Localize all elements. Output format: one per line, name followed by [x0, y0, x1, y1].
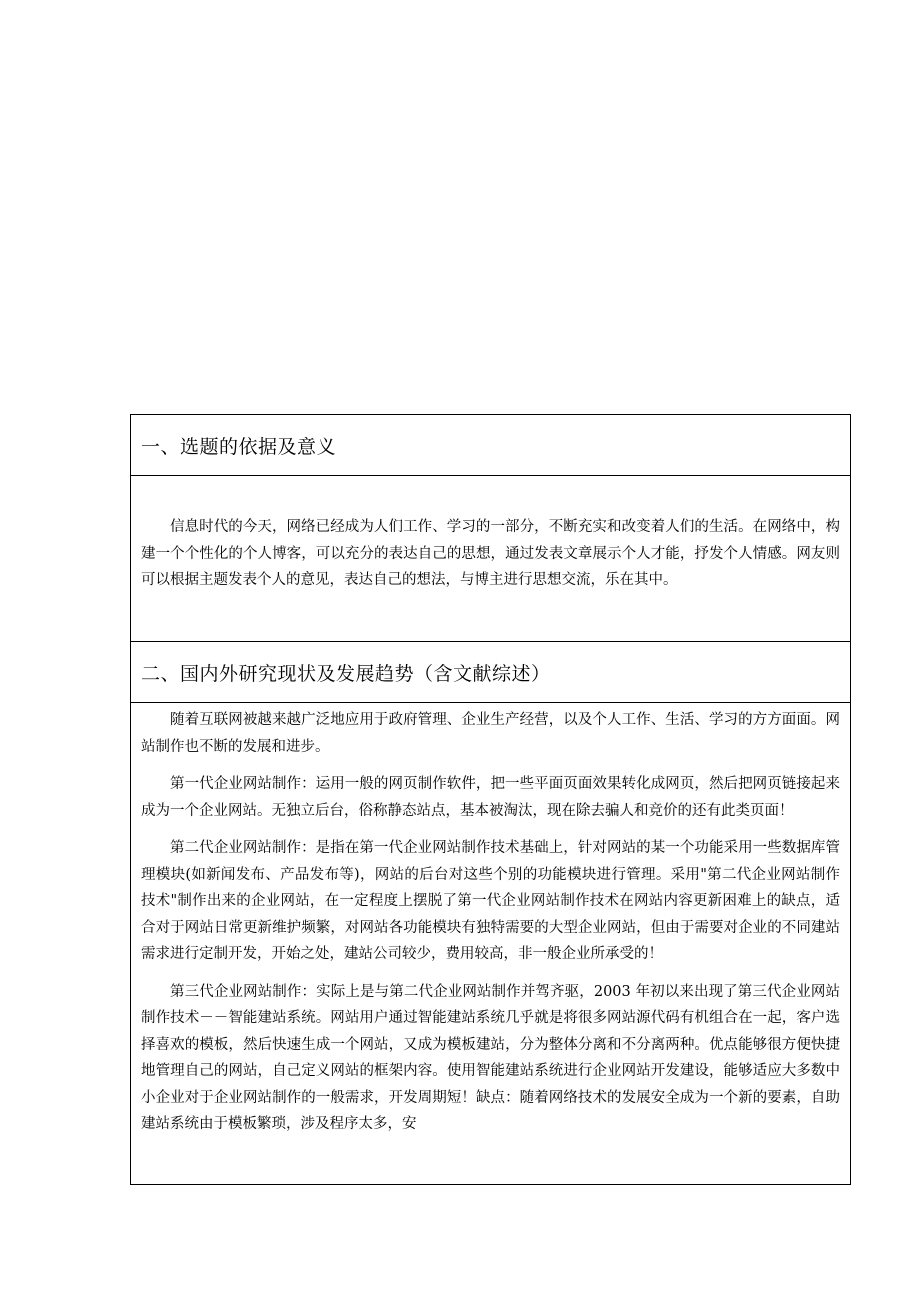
section2-paragraph-gen2: 第二代企业网站制作：是指在第一代企业网站制作技术基础上，针对网站的某一个功能采用一些数据库管理模块(如新闻发布、产品发布等)，网站的后台对这些个别的功能模块进行管理。采用"第二代企业网站制作技术"制作出来的企业网站，在一定程度上摆脱了第一代企业网站制作技术在网站内容更新困难上的缺点，适合对于网站日常更新维护频繁，对网站各功能模块有独特需要的大型企业网站，但由于需要对企业的不同建站需求进行定制开发，开始之处，建站公司较少，费用较高，非一般企业所承受的！	[141, 840, 840, 962]
section1-heading: 一、选题的依据及意义	[141, 435, 337, 458]
section2-paragraph-gen3: 第三代企业网站制作：实际上是与第二代企业网站制作并驾齐驱，2003 年初以来出现了第三代企业网站制作技术－－智能建站系统。网站用户通过智能建站系统几乎就是将很多网站源代码有机组合在一起，客户选择喜欢的模板，然后快速生成一个网站，又成为模板建站，分为整体分离和不分离两种。优点能够很方便快捷地管理自己的网站，自己定义网站的框架内容。使用智能建站系统进行企业网站开发建设，能够适应大多数中小企业对于企业网站制作的一般需求，开发周期短！缺点：随着网络技术的发展安全成为一个新的要素，自助建站系统由于模板繁琐，涉及程序太多，安	[141, 983, 840, 1132]
section2-heading: 二、国内外研究现状及发展趋势（含文献综述）	[141, 662, 551, 685]
section2-paragraph-gen1: 第一代企业网站制作：运用一般的网页制作软件，把一些平面页面效果转化成网页，然后把网页链接起来成为一个企业网站。无独立后台，俗称静态站点，基本被淘汰，现在除去骗人和竞价的还有此类页面！	[141, 776, 840, 819]
section1-paragraph: 信息时代的今天，网络已经成为人们工作、学习的一部分，不断充实和改变着人们的生活。在网络中，构建一个个性化的个人博客，可以充分的表达自己的思想，通过发表文章展示个人才能，抒发个人情感。网友则可以根据主题发表个人的意见，表达自己的想法，与博主进行思想交流，乐在其中。	[141, 519, 840, 588]
section2-body	[131, 703, 850, 1184]
section2-heading-row	[131, 642, 850, 703]
section1-heading-row	[131, 415, 850, 476]
section1-body	[131, 476, 850, 642]
proposal-table	[130, 414, 851, 1185]
section2-paragraph-intro: 随着互联网被越来越广泛地应用于政府管理、企业生产经营，以及个人工作、生活、学习的方方面面。网站制作也不断的发展和进步。	[141, 712, 840, 755]
